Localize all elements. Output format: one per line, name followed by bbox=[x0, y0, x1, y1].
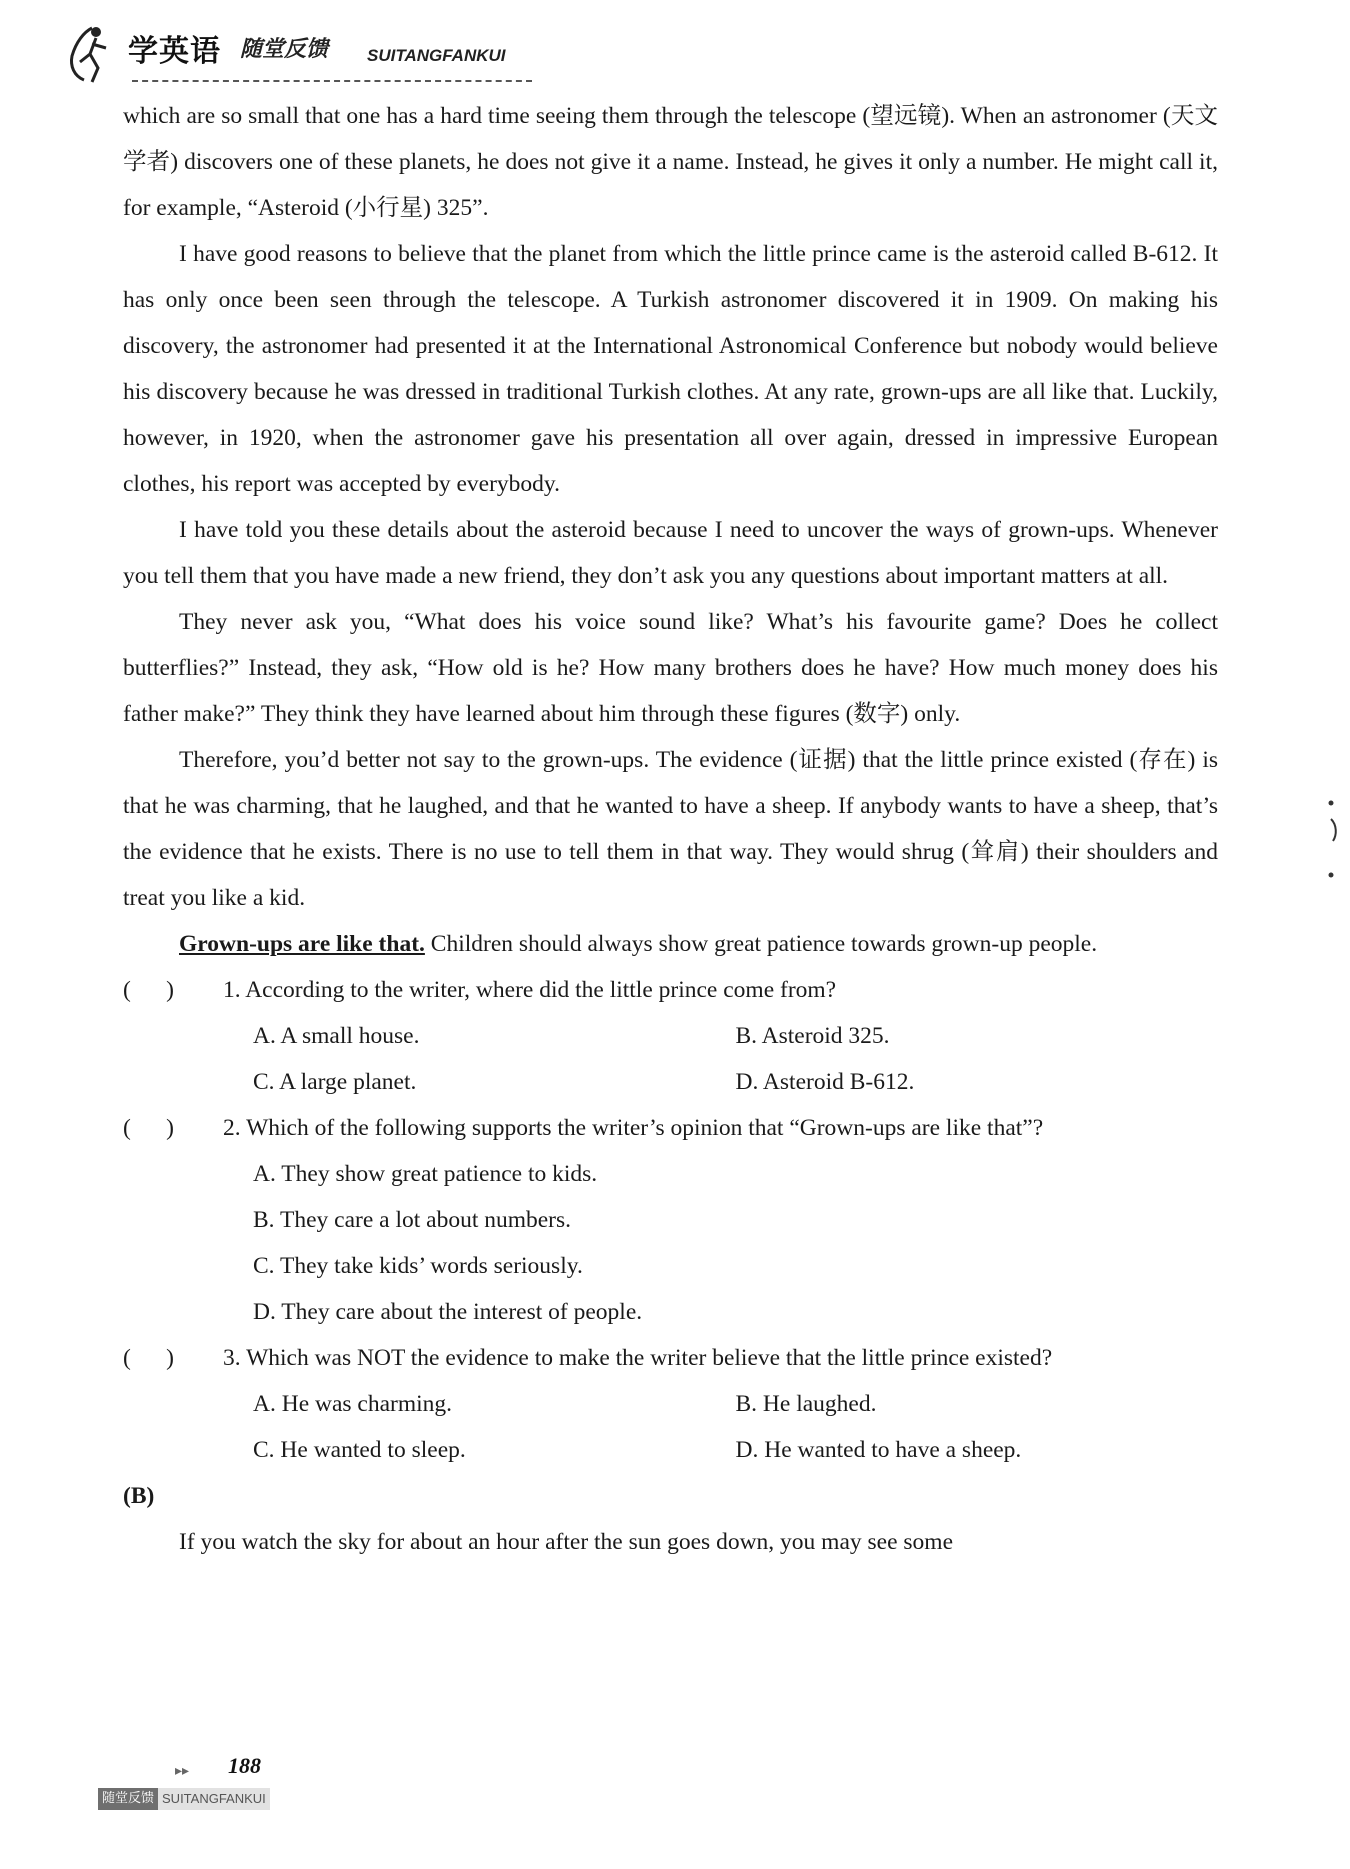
runner-figure-icon bbox=[62, 22, 122, 86]
question-1-options bbox=[123, 1013, 1218, 1105]
option-c: C. He wanted to sleep. bbox=[253, 1437, 466, 1463]
page-footer bbox=[98, 1745, 398, 1815]
option-d: D. They care about the interest of people. bbox=[253, 1299, 643, 1325]
arrow-icon: ▸▸ bbox=[175, 1763, 190, 1779]
option-c: C. They take kids’ words seriously. bbox=[253, 1253, 583, 1279]
section-heading: (B) bbox=[123, 1483, 155, 1509]
paragraph: If you watch the sky for about an hour after the sun goes down, you may see some bbox=[179, 1529, 953, 1555]
question-2-options bbox=[123, 1151, 1218, 1335]
paragraph: Therefore, you’d better not say to the grown-ups. The evidence (证据) that the little prince existed (存在) is that he was charming, that he laughed, and that he wanted to have a sheep. If anybody wants to have a sheep, that’s the evidence that he exists. There is no use to tell them in that way. They would shrug (耸肩) their shoulders and treat you like a kid. bbox=[123, 747, 1218, 911]
answer-blank[interactable]: ( ) bbox=[123, 977, 174, 1003]
option-b: B. He laughed. bbox=[735, 1391, 877, 1417]
paragraph-rest: Children should always show great patience towards grown-up people. bbox=[424, 931, 1098, 957]
reading-passage bbox=[123, 93, 1218, 1565]
footer-label-cn: 随堂反馈 bbox=[98, 1788, 158, 1810]
question-1 bbox=[123, 967, 1218, 1013]
question-2 bbox=[123, 1105, 1218, 1151]
paragraph: I have told you these details about the asteroid because I need to uncover the ways of grown-ups. Whenever you tell them that you have made a new friend, they don’t ask you any questions about important matters at all. bbox=[123, 517, 1218, 589]
footer-label-en: SUITANGFANKUI bbox=[158, 1788, 270, 1810]
option-d: D. Asteroid B-612. bbox=[735, 1069, 915, 1095]
answer-blank[interactable]: ( ) bbox=[123, 1115, 174, 1141]
paragraph: They never ask you, “What does his voice sound like? What’s his favourite game? Does he collect butterflies?” Instead, they ask, “How old is he? How many brothers does he have? How much money does his father make?” They think they have learned about him through these figures (数字) only. bbox=[123, 609, 1218, 727]
question-text: 3. Which was NOT the evidence to make the writer believe that the little prince existed? bbox=[223, 1345, 1053, 1371]
question-text: 1. According to the writer, where did the little prince come from? bbox=[223, 977, 837, 1003]
header-subtitle-cn: 随堂反馈 bbox=[240, 37, 329, 62]
page-header bbox=[62, 18, 582, 88]
option-c: C. A large planet. bbox=[253, 1069, 417, 1095]
footer-label bbox=[98, 1787, 270, 1811]
answer-blank[interactable]: ( ) bbox=[123, 1345, 174, 1371]
option-a: A. They show great patience to kids. bbox=[253, 1161, 598, 1187]
question-3-options bbox=[123, 1381, 1218, 1473]
header-divider bbox=[132, 80, 532, 82]
option-d: D. He wanted to have a sheep. bbox=[735, 1437, 1022, 1463]
header-subtitle-en: SUITANGFANKUI bbox=[367, 46, 506, 65]
option-b: B. Asteroid 325. bbox=[735, 1023, 890, 1049]
option-a: A. A small house. bbox=[253, 1023, 420, 1049]
question-text: 2. Which of the following supports the writer’s opinion that “Grown-ups are like that”? bbox=[223, 1115, 1044, 1141]
option-b: B. They care a lot about numbers. bbox=[253, 1207, 572, 1233]
question-3 bbox=[123, 1335, 1218, 1381]
underlined-sentence: Grown-ups are like that. bbox=[179, 931, 425, 957]
page-number: 188 bbox=[228, 1753, 261, 1778]
margin-mark-icon bbox=[1323, 795, 1343, 895]
paragraph-final bbox=[123, 921, 1218, 967]
option-a: A. He was charming. bbox=[253, 1391, 453, 1417]
header-title: 学英语 bbox=[128, 34, 221, 69]
paragraph: I have good reasons to believe that the planet from which the little prince came is the asteroid called B-612. It has only once been seen through the telescope. A Turkish astronomer discovered it in 1909. On making his discovery, the astronomer had presented it at the International Astronomical Conference but nobody would believe his discovery because he was dressed in traditional Turkish clothes. At any rate, grown-ups are all like that. Luckily, however, in 1920, when the astronomer gave his presentation all over again, dressed in impressive European clothes, his report was accepted by everybody. bbox=[123, 241, 1218, 497]
paragraph: which are so small that one has a hard time seeing them through the telescope (望远镜). When an astronomer (天文学者) discovers one of these planets, he does not give it a name. Instead, he gives it only a number. He might call it, for example, “Asteroid (小行星) 325”. bbox=[123, 103, 1218, 221]
